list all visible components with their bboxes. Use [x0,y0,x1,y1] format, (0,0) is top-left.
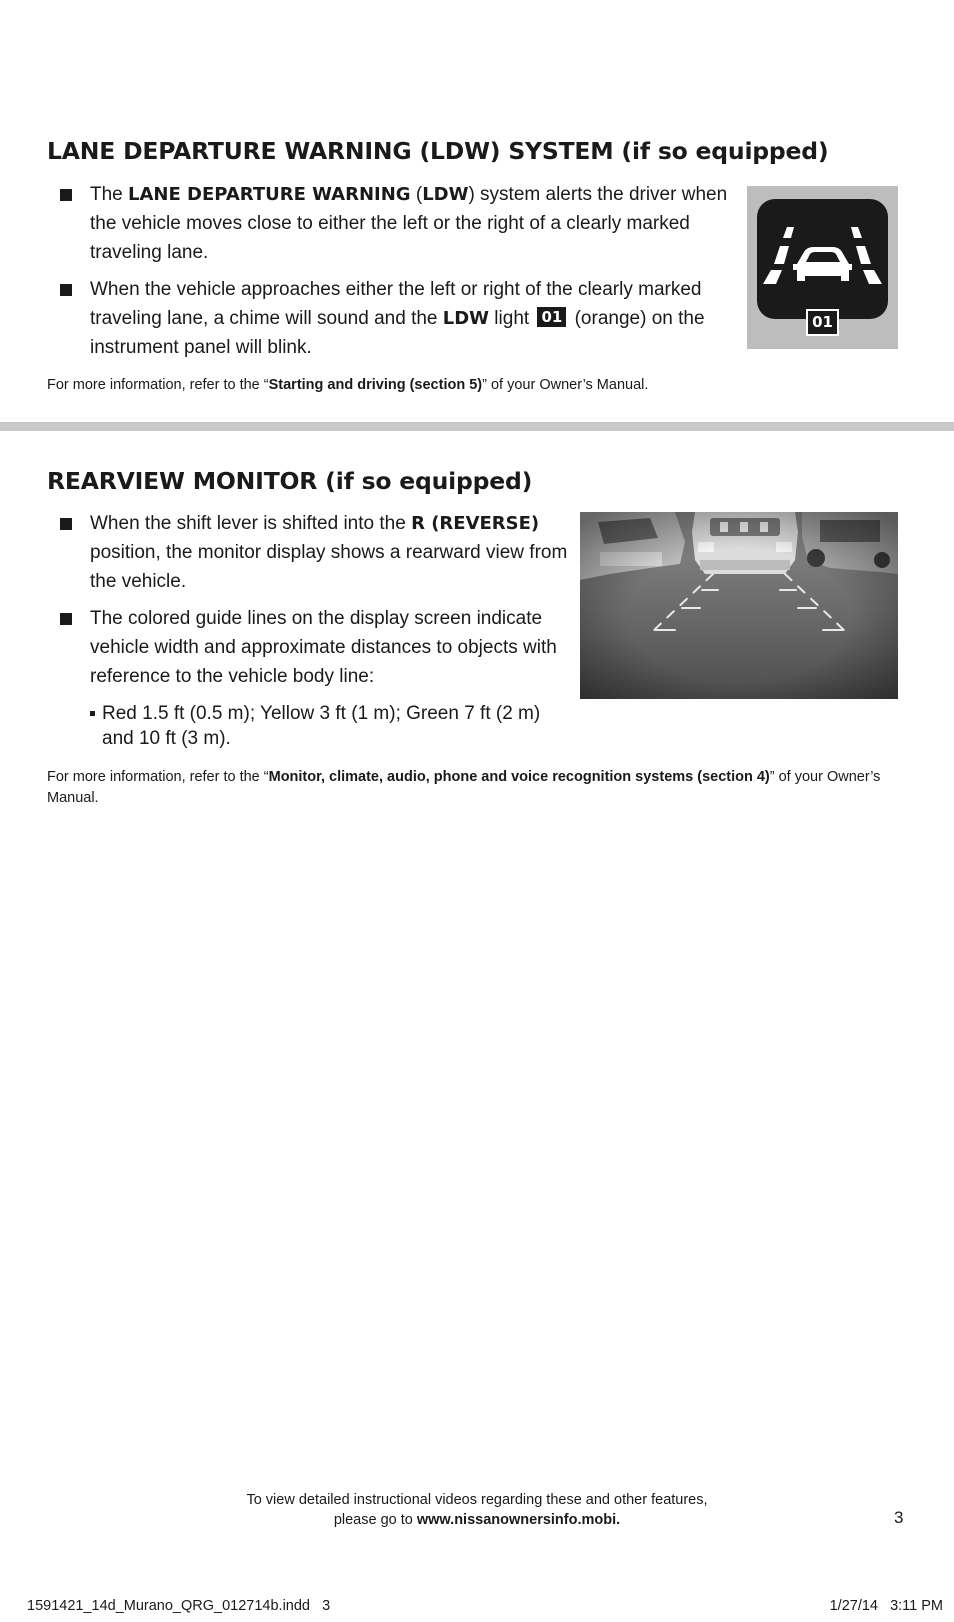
bold-text: LANE DEPARTURE WARNING [128,184,411,205]
footer-line-2 [180,1510,774,1530]
text: ) system alerts the driver when the vehicle moves close to either the left or the right of a clearly marked traveling lane. [90,184,728,263]
ldw-bullet-list [60,180,732,370]
ldw-reference [47,375,907,396]
footer-note [180,1490,774,1530]
bold-text: R (REVERSE) [411,513,540,534]
icon-label: 01 [812,313,833,331]
ldw-bullet-1 [60,180,732,267]
rearview-camera-photo [580,512,898,699]
rearview-bullet-list [60,509,570,699]
website-link[interactable]: www.nissanownersinfo.mobi. [416,1512,621,1528]
rearview-bullet-1 [60,509,570,596]
square-bullet-icon [60,518,72,530]
text: ” of your Owner’s Manual. [47,769,881,806]
print-slug-filename: 1591421_14d_Murano_QRG_012714b.indd 3 [27,1598,331,1614]
page-number: 3 [894,1508,904,1527]
text: ” of your Owner’s Manual. [482,377,649,393]
square-bullet-icon [60,613,72,625]
bold-text: LDW [442,308,490,329]
bold-text: LDW [422,184,469,205]
callout-badge: 01 [537,307,566,327]
section-divider [0,422,954,431]
rearview-bullet-2 [60,604,570,691]
text: (orange) on the instrument panel will blink. [90,308,705,358]
text: For more information, refer to the “ [47,377,269,393]
ldw-bullet-2 [60,275,732,362]
guide-line-distances [90,701,542,751]
text: For more information, refer to the “ [47,769,269,785]
square-bullet-icon [60,284,72,296]
text: Red 1.5 ft (0.5 m); Yellow 3 ft (1 m); Green 7 ft (2 m) and 10 ft (3 m). [102,703,541,749]
ldw-heading: LANE DEPARTURE WARNING (LDW) SYSTEM (if so equipped) [47,137,829,165]
text: position, the monitor display shows a rearward view from the vehicle. [90,542,568,592]
text: When the shift lever is shifted into the [90,513,412,534]
text: When the vehicle approaches either the left or right of the clearly marked traveling lane, a chime will sound and the [90,279,702,329]
text: The [90,184,129,205]
text: ( [410,184,423,205]
small-square-bullet-icon [90,711,95,716]
bold-text: Starting and driving (section 5) [268,377,483,393]
ldw-icon-panel [747,186,898,349]
rearview-heading: REARVIEW MONITOR (if so equipped) [47,467,533,495]
bold-text: Monitor, climate, audio, phone and voice recognition systems (section 4) [268,769,770,785]
print-slug-date: 1/27/14 3:11 PM [829,1598,943,1614]
footer-line-1: To view detailed instructional videos regarding these and other features, [246,1492,708,1508]
text: The colored guide lines on the display screen indicate vehicle width and approximate distances to objects with reference to the vehicle body line: [90,608,557,687]
rearview-reference [47,767,907,809]
text: please go to [333,1512,417,1528]
text: light [489,308,535,329]
square-bullet-icon [60,189,72,201]
rearview-monitor-image [580,512,898,699]
